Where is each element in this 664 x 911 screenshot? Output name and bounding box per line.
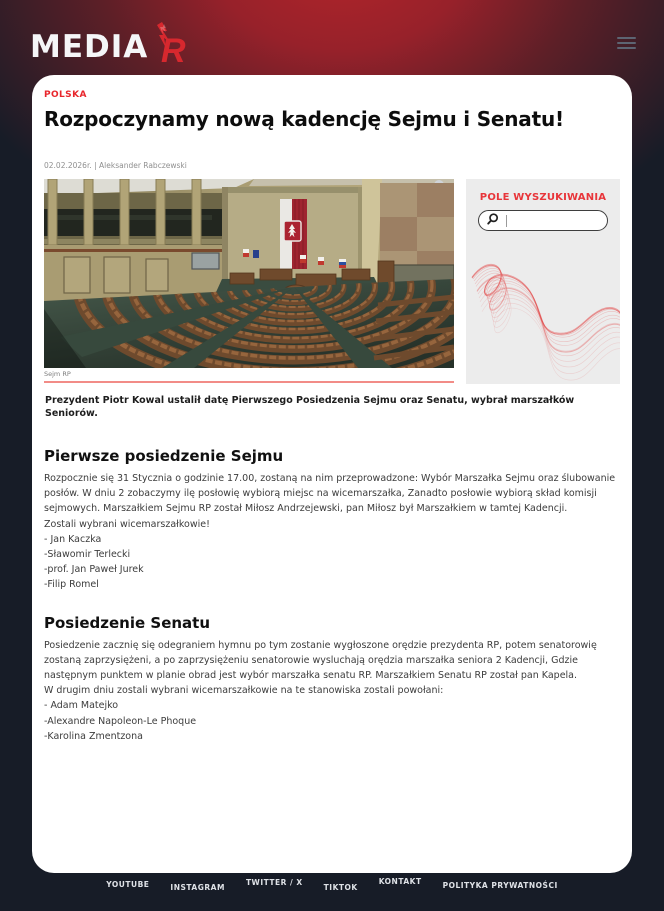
footer-link-twitter[interactable]: TWITTER / X (245, 878, 303, 887)
logo-r-lightning-icon (150, 22, 190, 66)
body-line: Zostali wybrani wicemarszałkowie! (44, 518, 210, 530)
site-header (0, 0, 664, 75)
body-line: W drugim dniu zostali wybrani wicemarszałkowie na te stanowiska zostali powołani: (44, 685, 444, 697)
article-photo (44, 179, 454, 368)
body-line: - Adam Matejko (44, 700, 119, 712)
footer-link-privacy-policy[interactable]: POLITYKA PRYWATNOŚCI (442, 881, 558, 890)
footer-link-tiktok[interactable]: TIKTOK (323, 883, 358, 892)
logo-text: MEDIA (30, 29, 149, 65)
footer-links (0, 877, 664, 892)
svg-text:R: R (161, 32, 186, 66)
category-label: POLSKA (44, 90, 87, 100)
section-body-sejm (44, 471, 620, 593)
article-card (32, 75, 632, 873)
search-magnifier-icon (486, 211, 500, 230)
menu-hamburger-icon[interactable] (617, 34, 636, 52)
article-lead: Prezydent Piotr Kowal ustalił datę Pierwszego Posiedzenia Sejmu oraz Senatu, wybrał marszałków Seniorów. (45, 395, 575, 419)
body-line: - Jan Kaczka (44, 533, 102, 545)
media-row (44, 179, 620, 384)
body-line: -Karolina Zmentzona (44, 730, 143, 742)
body-line: Posiedzenie zacznię się odegraniem hymnu po tym zostanie wygłoszone orędzie prezydenta RP, potem senatorowię zostaną zaprzysiężeni, a po zaprzysiężeniu senatorowie wysluchają orędzia marszałka seniora 2 Kadencji, Gdzie następnym punktem w planie obrad jest wybór marszałka senatu RP. Marszałkiem Senatu RP został pan Kapela. (44, 639, 597, 682)
search-label: POLE WYSZUKIWANIA (479, 192, 607, 203)
photo-caption: Sejm RP (44, 370, 71, 378)
section-body-senat (44, 638, 620, 744)
body-line: -prof. Jan Paweł Jurek (44, 564, 144, 576)
section-heading-senat: Posiedzenie Senatu (44, 613, 211, 632)
search-box[interactable] (478, 210, 608, 231)
search-sidebar (466, 179, 620, 384)
article-title: Rozpoczynamy nową kadencję Sejmu i Senatu! (44, 107, 564, 131)
site-footer (0, 873, 664, 911)
site-logo[interactable] (30, 22, 190, 66)
footer-link-youtube[interactable]: YOUTUBE (106, 880, 150, 889)
photo-divider (44, 381, 454, 383)
body-line: -Sławomir Terlecki (44, 549, 131, 561)
photo-column (44, 179, 454, 384)
article-byline: 02.02.2026r. | Aleksander Rabczewski (44, 161, 187, 170)
footer-link-kontakt[interactable]: KONTAKT (378, 877, 422, 886)
body-line: Rozpocznie się 31 Stycznia o godzinie 17.00, zostaną na nim przeprowadzone: Wybór Marszałka Sejmu oraz ślubowanie posłów. W dniu 2 zobaczymy ilę posłowię wybiorą miejsc na wicemarszałka, Zanadto posłowie wybiorą skład komisji sejmowych. Marszałkiem Sejmu RP został Miłosz Andrzejewski, pan Miłosz był Marszałkiem w tamtej Kadencji. (44, 473, 616, 515)
decorative-wave-graphic (466, 247, 620, 384)
footer-link-instagram[interactable]: INSTAGRAM (170, 883, 225, 892)
body-line: -Alexandre Napoleon-Le Phoque (44, 715, 197, 727)
search-input[interactable] (507, 214, 607, 228)
body-line: -Filip Romel (44, 579, 99, 591)
section-heading-sejm: Pierwsze posiedzenie Sejmu (44, 447, 284, 465)
